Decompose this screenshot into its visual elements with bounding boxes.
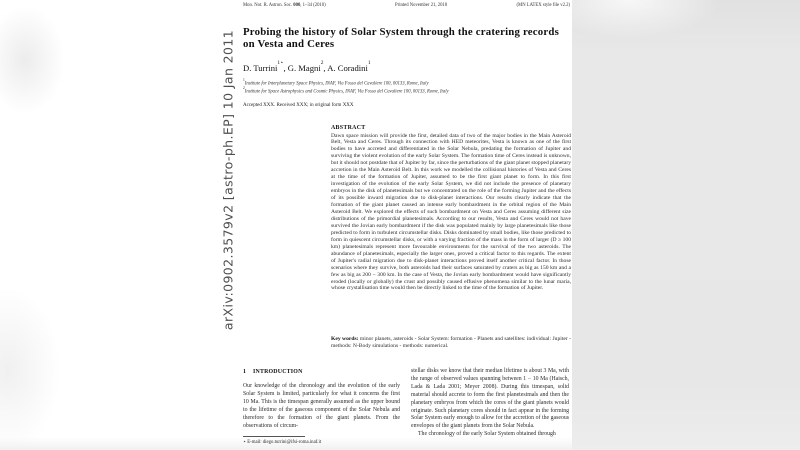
paper-title: Probing the history of Solar System through the cratering records on Vesta and Ceres — [243, 26, 559, 50]
footnote-email: ⋆ E-mail: diego.turrini@ifsi-roma.inaf.it — [243, 440, 322, 445]
intro-paragraph-right: stellar disks we know that their median lifetime is about 3 Ma, with the range of observed values spanning between 1 − 10 Ma (Haisch, Lada & Lada 2001; Meyer 2008). During this timespan, solid material should accrete to form the first planetesimals and then the planetary embryos from which the cores of the giant planets would originate. Such planetary cores should in fact appear in the forming Solar System early enough to allow for the accretion of the gaseous envelopes of the giant planets from the Solar Nebula. — [411, 368, 569, 430]
journal-header-style-note: (MN LATEX style file v2.2) — [516, 3, 570, 8]
keywords-text: minor planets, asteroids - Solar System: formation - Planets and satellites: individual: Jupiter - methods: N-Body simulations - methods: numerical. — [331, 336, 572, 350]
affiliation-1 — [243, 79, 570, 87]
affiliation-2-mark: 2 — [243, 85, 245, 90]
author-3-affiliation-mark: 1 — [367, 60, 371, 67]
arxiv-stamp: arXiv:0902.3579v2 [astro-ph.EP] 10 Jan 2011 — [220, 29, 236, 331]
intro-left-column — [243, 369, 400, 430]
author-2-name: G. Magni — [287, 63, 321, 73]
journal-pages-year: , 1–34 (2010) — [300, 3, 326, 8]
abstract-body: Dawn space mission will provide the first, detailed data of two of the major bodies in the Main Asteroid Belt, Vesta and Ceres. Through its connection with HED meteorites, Vesta is known as one of the first bodies to have accreted and differentiated in the Solar Nebula, predating the formation of Jupiter and surviving the violent evolution of the early Solar System. The formation time of Ceres instead is unknown, but it should not postdate that of Jupiter by far, since the perturbations of the giant planet stopped planetary accretion in the Main Asteroid Belt. In this work we modelled the collisional histories of Vesta and Ceres at the time of the formation of Jupiter, assumed to be the first giant planet to form. In this first investigation of the evolution of the early Solar System, we did not include the presence of planetary embryos in the disk of planetesimals but we concentrated on the role of the forming Jupiter and the effects of its possible inward migration due to disk-planet interactions. Our results clearly indicate that the formation of the giant planet caused an intense early bombardment in the orbital region of the Main Asteroid Belt. We explored the effects of such bombardment on Vesta and Ceres assuming different size distributions of the primordial planetesimals. According to our results, Vesta and Ceres would not have survived the Jovian early bombardment if the disk was populated mainly by large planetesimals like those predicted to form in turbulent circumstellar disks. Disks dominated by small bodies, like those predicted to form in quiescent circumstellar disks, or with a varying fraction of the mass in the form of larger (D ≥ 100 km) planetesimals represent more favourable environments for the survival of the two asteroids. The abundance of planetesimals, especially the larger ones, proved a critical factor to this regards. The extent of Jupiter's radial migration due to disk-planet interactions proved itself another critical factor. In those scenarios where they survive, both asteroids had their surfaces saturated by craters as big as 150 km and a few as big as 200 − 300 km. In the case of Vesta, the Jovian early bombardment would have significantly eroded (locally or globally) the crust and possibly caused effusive phenomena similar to the lunar maria, whose crystallisation time would then be directly linked to the time of the formation of Jupiter. — [331, 132, 571, 292]
author-separator: , — [323, 63, 328, 73]
journal-volume: 000 — [293, 3, 301, 8]
journal-name: Mon. Not. R. Astron. Soc. — [243, 3, 294, 8]
affiliation-2 — [243, 87, 570, 95]
author-separator: , — [283, 63, 288, 73]
intro-paragraph-right-2: The chronology of the early Solar System obtained through — [418, 431, 556, 438]
viewer-background-right — [572, 0, 800, 450]
dates-line: Accepted XXX. Received XXX; in original form XXX — [243, 103, 354, 108]
author-1-name: D. Turrini — [243, 63, 278, 73]
abstract-heading: ABSTRACT — [331, 124, 366, 131]
affiliation-1-text: Institute for Interplanetary Space Physics, INAF, Via Fosso del Cavaliere 100, 00133, Rome, Italy — [244, 81, 429, 87]
author-line — [243, 60, 371, 73]
author-3-name: A. Coradini — [327, 63, 368, 73]
intro-right-column — [411, 368, 569, 439]
section-number: 1 — [243, 369, 247, 375]
author-2-affiliation-mark: 2 — [320, 60, 324, 67]
intro-paragraph-left: Our knowledge of the chronology and the evolution of the early Solar System is limited, particularly for what it concerns the first 10 Ma. This is the timespan generally assumed as the upper bound to the lifetime of the gaseous component of the Solar Nebula and therefore to the formation of the giant planets. From the observations of circum- — [243, 383, 400, 429]
journal-header-printed-date: Printed November 21, 2018 — [395, 3, 448, 8]
keywords-label: Key words: — [331, 336, 359, 342]
journal-header — [243, 3, 570, 8]
section-title: INTRODUCTION — [253, 369, 303, 375]
author-1-affiliation-mark: 1⋆ — [277, 60, 284, 67]
affiliation-2-text: Institute for Space Astrophysics and Cosmic Physics, INAF, Via Fosso del Cavaliere 100, 00133, Rome, Italy — [244, 90, 449, 96]
keywords-line — [331, 336, 571, 351]
affiliations — [243, 79, 570, 96]
section-heading-introduction — [243, 369, 400, 375]
footnote-rule — [243, 436, 305, 437]
affiliation-1-mark: 1 — [243, 77, 245, 82]
journal-header-citation — [243, 3, 326, 8]
